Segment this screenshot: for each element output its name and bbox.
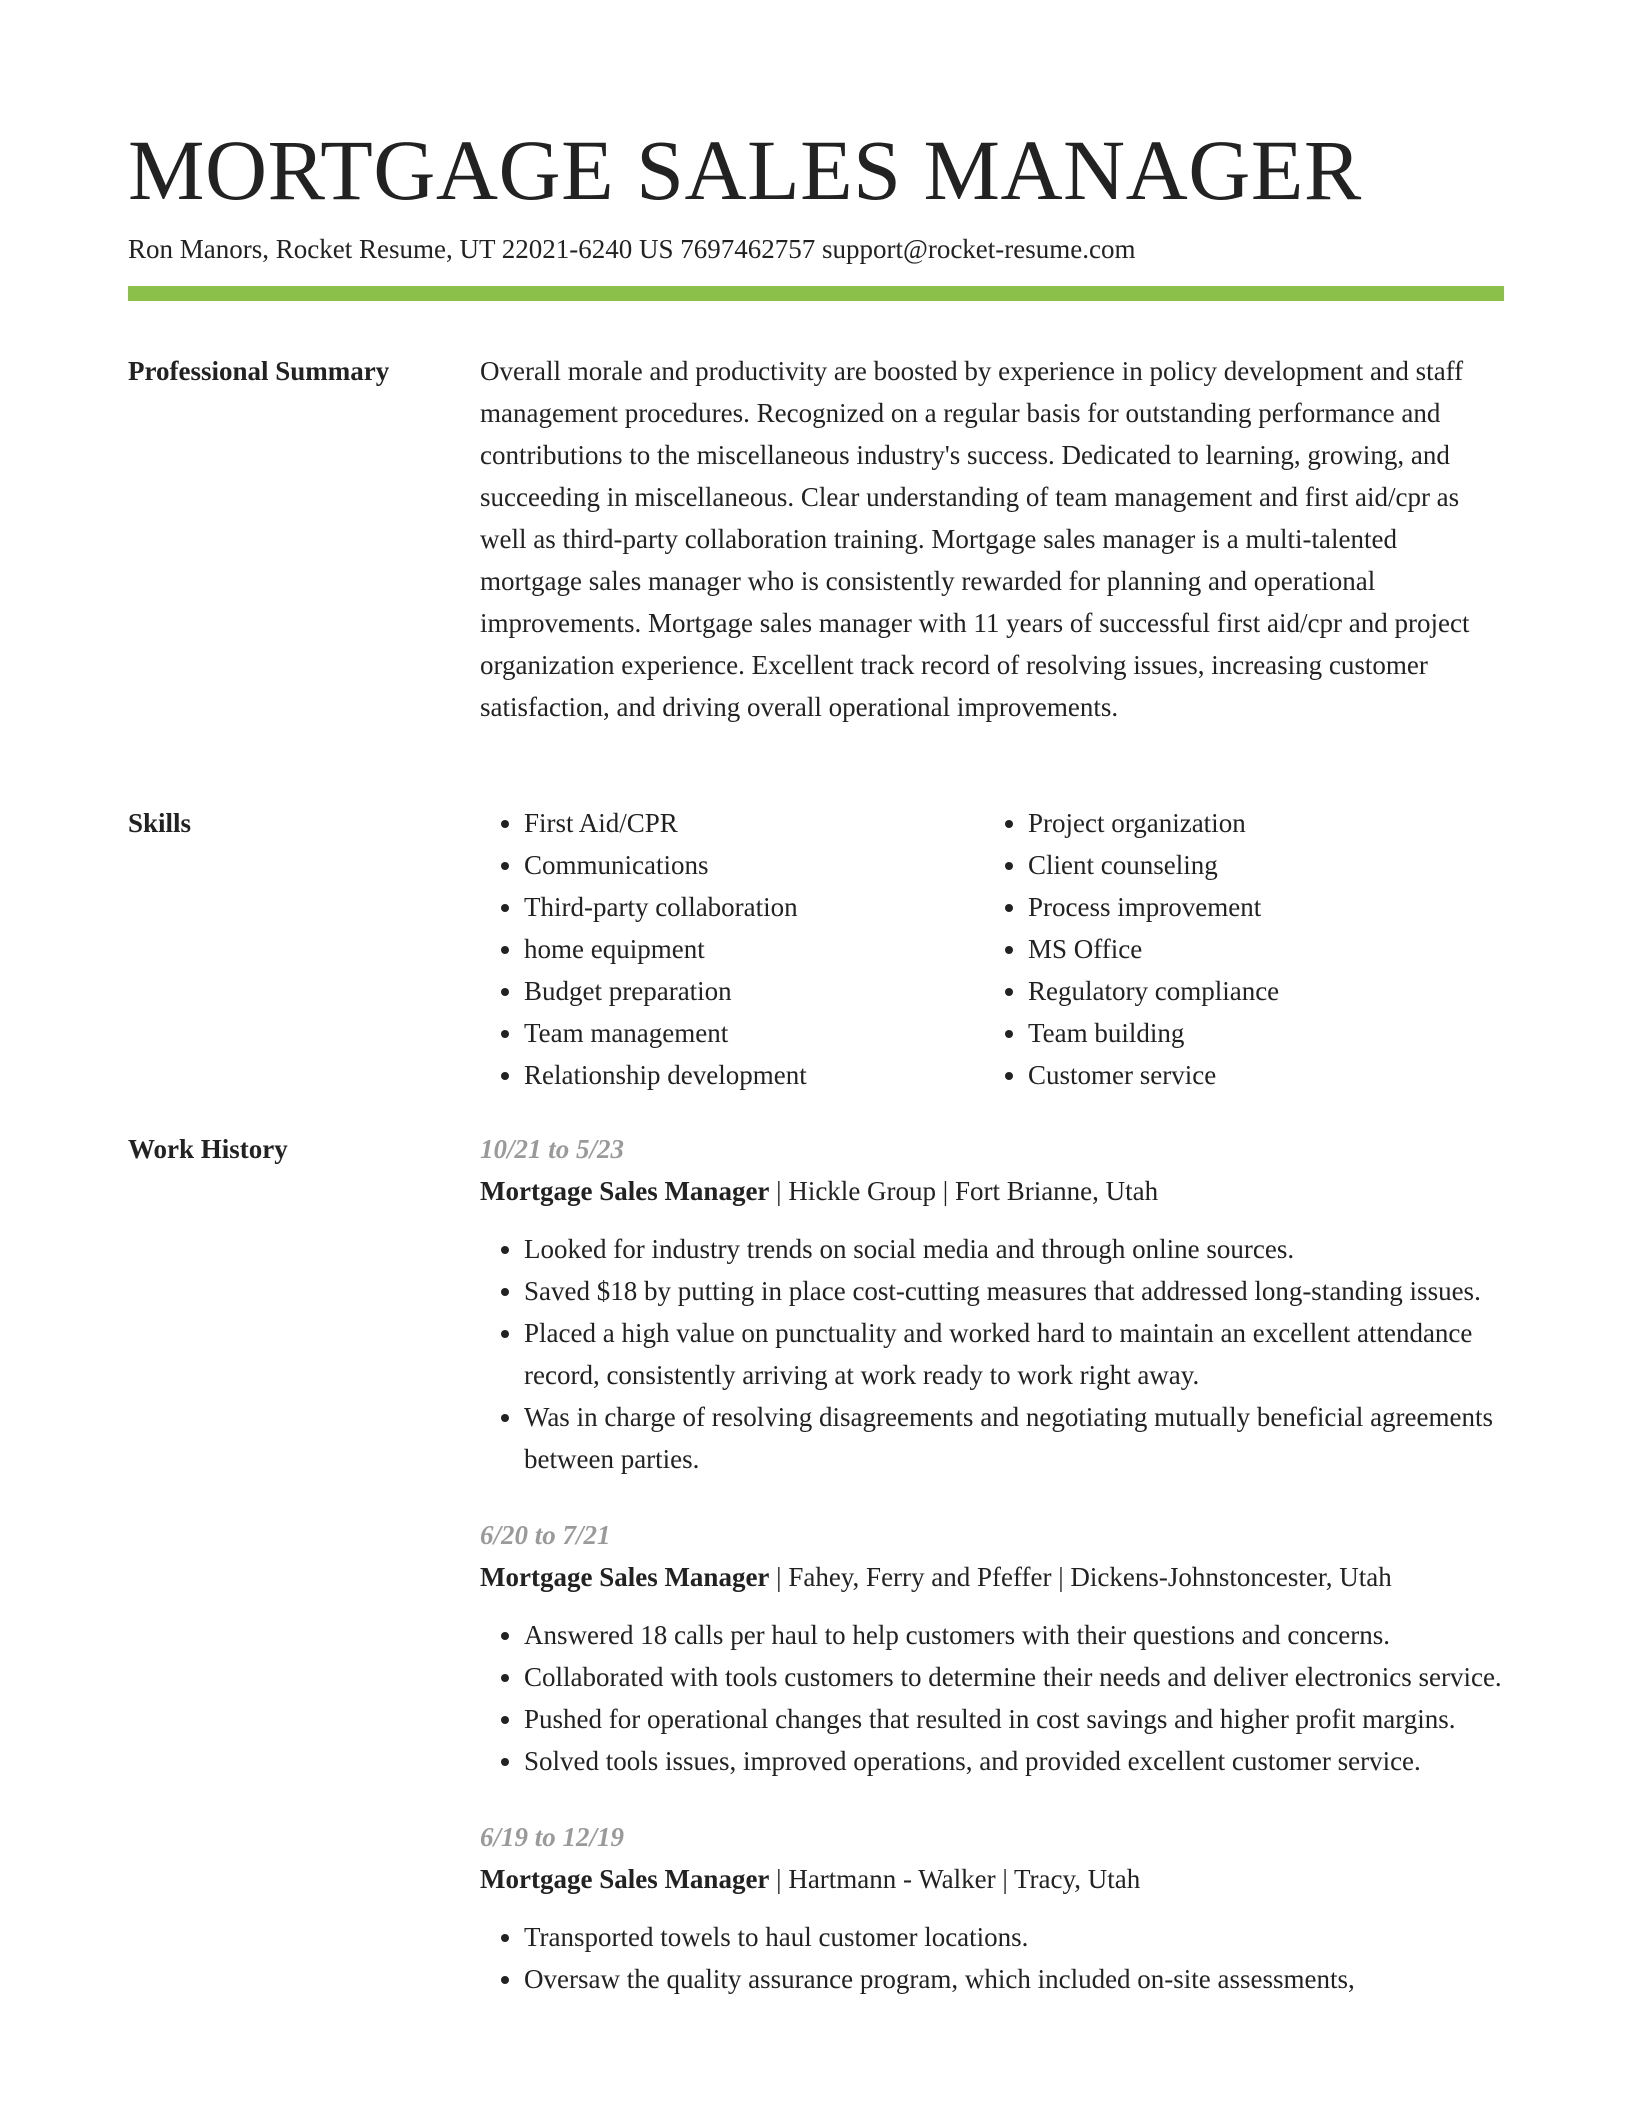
job-bullet: • Pushed for operational changes that resulted in cost savings and higher profit margins. [524, 1698, 1504, 1740]
job-title: Mortgage Sales Manager [480, 1562, 770, 1592]
skills-list-right [984, 802, 1488, 1096]
skills-label: Skills [128, 808, 192, 838]
skills-body [480, 802, 1504, 1096]
job-bullets [480, 1916, 1504, 2000]
job-details: | Hartmann - Walker | Tracy, Utah [769, 1864, 1141, 1894]
job-entry [480, 1128, 1504, 1480]
summary-text: Overall morale and productivity are boosted by experience in policy development and staff management procedures. Recognized on a regular basis for outstanding performance and contributions to the miscellaneous industry's success. Dedicated to learning, growing, and succeeding in miscellaneous. Clear understanding of team management and first aid/cpr as well as third-party collaboration training. Mortgage sales manager is a multi-talented mortgage sales manager who is consistently rewarded for planning and operational improvements. Mortgage sales manager with 11 years of successful first aid/cpr and project organization experience. Excellent track record of resolving issues, increasing customer satisfaction, and driving overall operational improvements. [480, 356, 1470, 722]
work-history-body [480, 1128, 1504, 2034]
contact-line: Ron Manors, Rocket Resume, UT 22021-6240 US 7697462757 support@rocket-resume.com [128, 234, 1136, 264]
skill-item: • Relationship development [524, 1054, 984, 1096]
job-bullet: • Transported towels to haul customer locations. [524, 1916, 1504, 1958]
skill-item: • Communications [524, 844, 984, 886]
job-bullet: • Answered 18 calls per haul to help customers with their questions and concerns. [524, 1614, 1504, 1656]
job-bullet: • Looked for industry trends on social media and through online sources. [524, 1228, 1504, 1270]
skill-item: • Customer service [1028, 1054, 1488, 1096]
job-heading [480, 1556, 1504, 1598]
skill-item: • Regulatory compliance [1028, 970, 1488, 1012]
job-heading [480, 1858, 1504, 1900]
summary-body [480, 350, 1504, 728]
job-dates: 6/19 to 12/19 [480, 1822, 625, 1852]
skill-item: • Team management [524, 1012, 984, 1054]
job-bullet: • Collaborated with tools customers to determine their needs and deliver electronics service. [524, 1656, 1504, 1698]
skill-item: • Client counseling [1028, 844, 1488, 886]
summary-label: Professional Summary [128, 356, 390, 386]
work-history-label: Work History [128, 1134, 288, 1164]
skill-item: • MS Office [1028, 928, 1488, 970]
skill-item: • home equipment [524, 928, 984, 970]
skill-item: • Budget preparation [524, 970, 984, 1012]
job-bullets [480, 1228, 1504, 1480]
job-bullets [480, 1614, 1504, 1782]
job-heading [480, 1170, 1504, 1212]
skill-item: • Process improvement [1028, 886, 1488, 928]
job-details: | Fahey, Ferry and Pfeffer | Dickens-Johnstoncester, Utah [769, 1562, 1392, 1592]
skills-list-left [480, 802, 984, 1096]
skill-item: • Project organization [1028, 802, 1488, 844]
job-entry [480, 1514, 1504, 1782]
skill-item: • First Aid/CPR [524, 802, 984, 844]
job-title: Mortgage Sales Manager [480, 1864, 770, 1894]
resume-title: MORTGAGE SALES MANAGER [128, 122, 1362, 218]
job-title: Mortgage Sales Manager [480, 1176, 770, 1206]
job-dates: 10/21 to 5/23 [480, 1134, 625, 1164]
job-entry [480, 1816, 1504, 2000]
job-bullet: • Saved $18 by putting in place cost-cutting measures that addressed long-standing issues. [524, 1270, 1504, 1312]
job-bullet: • Oversaw the quality assurance program, which included on-site assessments, [524, 1958, 1504, 2000]
job-bullet: • Was in charge of resolving disagreements and negotiating mutually beneficial agreements between parties. [524, 1396, 1504, 1480]
job-bullet: • Solved tools issues, improved operations, and provided excellent customer service. [524, 1740, 1504, 1782]
job-details: | Hickle Group | Fort Brianne, Utah [769, 1176, 1159, 1206]
job-bullet: • Placed a high value on punctuality and worked hard to maintain an excellent attendance record, consistently arriving at work ready to work right away. [524, 1312, 1504, 1396]
skill-item: • Third-party collaboration [524, 886, 984, 928]
skill-item: • Team building [1028, 1012, 1488, 1054]
job-dates: 6/20 to 7/21 [480, 1520, 611, 1550]
accent-divider [128, 286, 1504, 301]
